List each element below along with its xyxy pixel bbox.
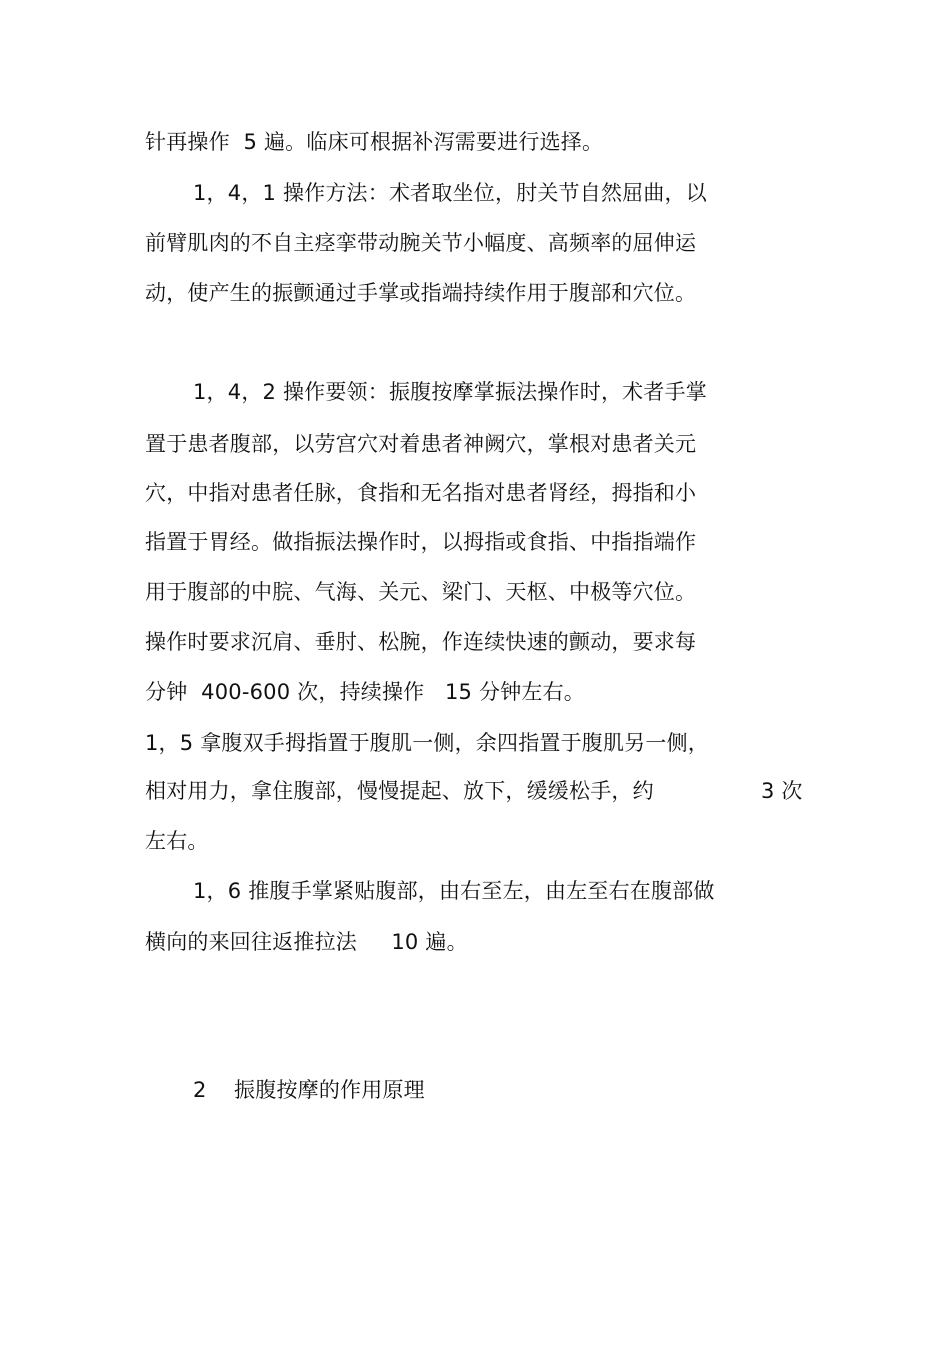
- text-line-13-tail: 3 次: [761, 779, 803, 803]
- text-line-13: 相对用力，拿住腹部，慢慢提起、放下，缓缓松手，约: [145, 779, 654, 803]
- text-line-2: 1，4，1 操作方法：术者取坐位，肘关节自然屈曲，以: [193, 181, 707, 205]
- text-line-6: 置于患者腹部，以劳宫穴对着患者神阙穴，掌根对患者关元: [145, 432, 697, 456]
- text-line-4: 动，使产生的振颤通过手掌或指端持续作用于腹部和穴位。: [145, 281, 697, 305]
- text-line-1: 针再操作 5 遍。临床可根据补泻需要进行选择。: [145, 130, 604, 154]
- text-line-12: 1，5 拿腹双手拇指置于腹肌一侧，余四指置于腹肌另一侧，: [145, 731, 709, 755]
- text-line-16: 横向的来回往返推拉法 10 遍。: [145, 930, 468, 954]
- text-line-3: 前臂肌肉的不自主痉挛带动腕关节小幅度、高频率的屈伸运: [145, 231, 697, 255]
- text-line-7: 穴，中指对患者任脉，食指和无名指对患者肾经，拇指和小: [145, 481, 697, 505]
- text-line-9: 用于腹部的中脘、气海、关元、梁门、天枢、中极等穴位。: [145, 580, 697, 604]
- section-heading: 2 振腹按摩的作用原理: [193, 1078, 425, 1102]
- text-line-8: 指置于胃经。做指振法操作时，以拇指或食指、中指指端作: [145, 530, 697, 554]
- text-line-10: 操作时要求沉肩、垂肘、松腕，作连续快速的颤动，要求每: [145, 630, 697, 654]
- text-line-15: 1，6 推腹手掌紧贴腹部，由右至左，由左至右在腹部做: [193, 879, 715, 903]
- text-line-11: 分钟 400-600 次，持续操作 15 分钟左右。: [145, 680, 585, 704]
- text-line-14: 左右。: [145, 829, 209, 853]
- text-line-5: 1，4，2 操作要领：振腹按摩掌振法操作时，术者手掌: [193, 380, 707, 404]
